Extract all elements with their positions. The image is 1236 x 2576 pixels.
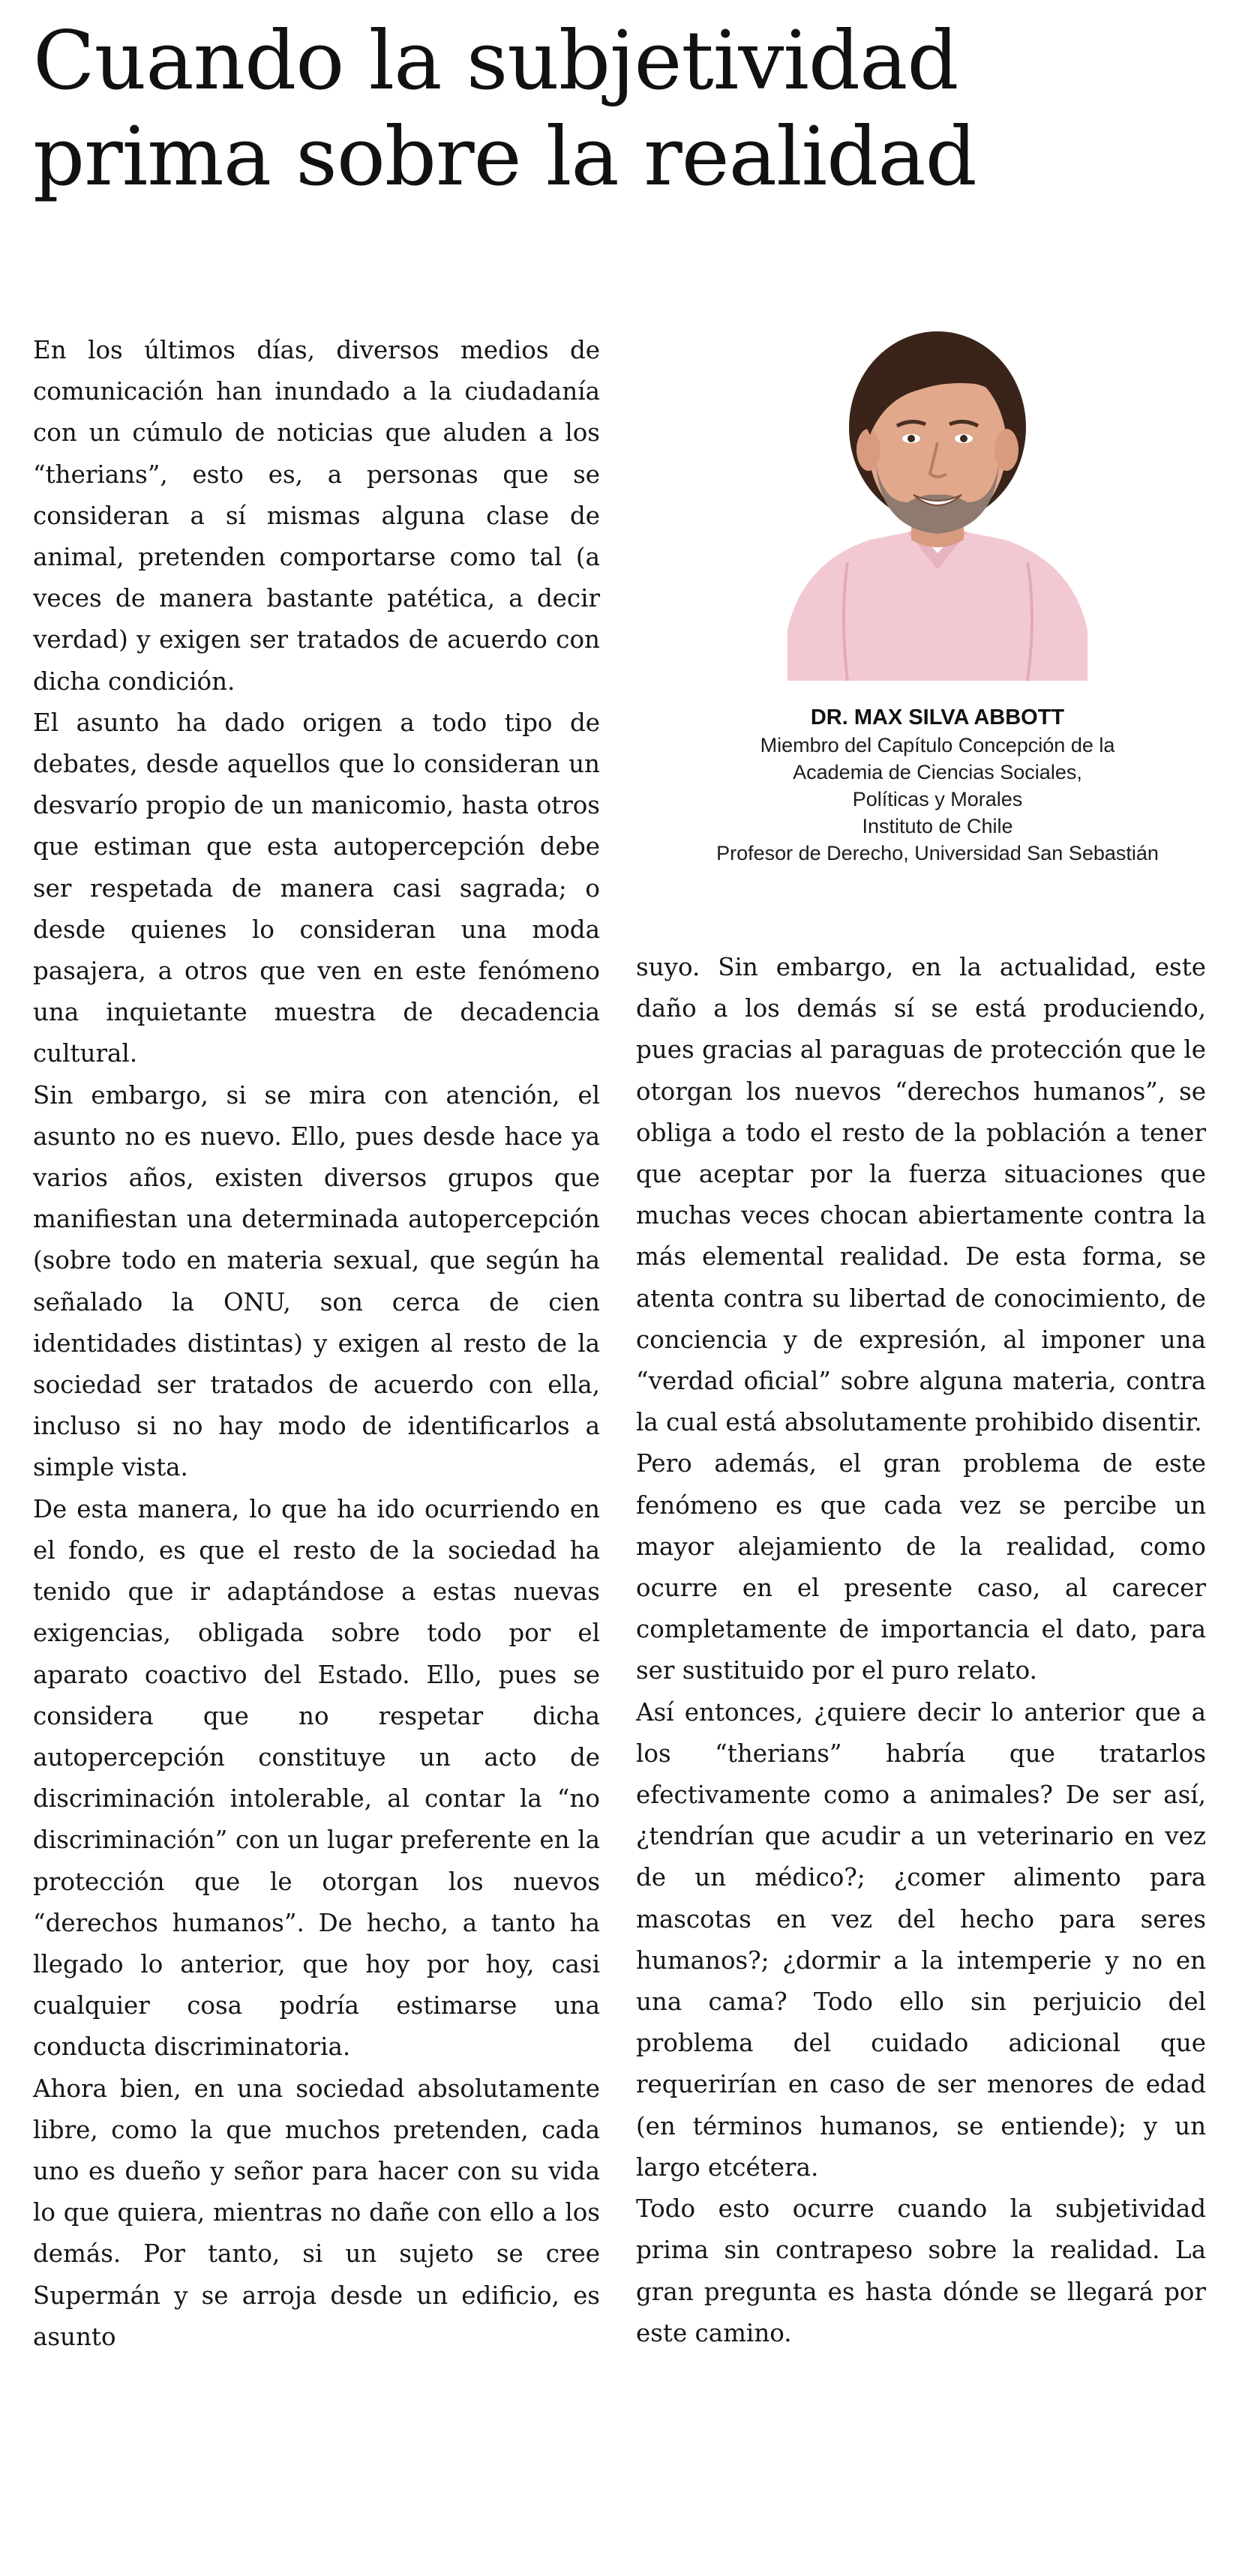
body-paragraph: El asunto ha dado origen a todo tipo de debates, desde aquellos que lo consideran un desvarío propio de un manicomio, hasta otros que estiman que esta autopercepción debe ser respetada de manera casi sagrada; o desde quienes lo consideran una moda pasajera, a otros que ven en este fenómeno una inquietante muestra de decadencia cultural. — [33, 708, 600, 1068]
author-credential-line: Academia de Ciencias Sociales, — [793, 761, 1082, 783]
article-body-left-column — [33, 330, 600, 2358]
body-paragraph: Ahora bien, en una sociedad absolutamente libre, como la que muchos pretenden, cada uno es dueño y señor para hacer con su vida lo que quiera, mientras no dañe con ello a los demás. Por tanto, si un sujeto se cree Supermán y se arroja desde un edificio, es asunto — [33, 2074, 600, 2351]
headline-line-1: Cuando la subjetividad — [33, 14, 958, 108]
body-paragraph: En los últimos días, diversos medios de comunicación han inundado a la ciudadanía con un cúmulo de noticias que aluden a los “therians”, esto es, a personas que se consideran a sí mismas alguna clase de animal, pretenden comportarse como tal (a veces de manera bastante patética, a decir verdad) y exigen ser tratados de acuerdo con dicha condición. — [33, 336, 600, 696]
body-paragraph: De esta manera, lo que ha ido ocurriendo en el fondo, es que el resto de la sociedad ha tenido que ir adaptándose a estas nuevas exigencias, obligada sobre todo por el aparato coactivo del Estado. Ello, pues se considera que no respetar dicha autopercepción constituye un acto de discriminación intolerable, al contar la “no discriminación” con un lugar preferente en la protección que le otorgan los nuevos “derechos humanos”. De hecho, a tanto ha llegado lo anterior, que hoy por hoy, casi cualquier cosa podría estimarse una conducta discriminatoria. — [33, 1494, 600, 2062]
author-photo — [758, 315, 1118, 681]
article-headline — [33, 13, 1203, 205]
author-credential-line: Miembro del Capítulo Concepción de la — [760, 734, 1115, 756]
body-paragraph: suyo. Sin embargo, en la actualidad, este daño a los demás sí se está produciendo, pues gracias al paraguas de protección que le otorgan los nuevos “derechos humanos”, se obliga a todo el resto de la población a tener que aceptar por la fuerza situaciones que muchas veces chocan abiertamente contra la más elemental realidad. De esta forma, se atenta contra su libertad de conocimiento, de conciencia y de expresión, al imponer una “verdad oficial” sobre alguna materia, contra la cual está absolutamente prohibido disentir. — [636, 953, 1206, 1437]
author-name: DR. MAX SILVA ABBOTT — [810, 705, 1065, 729]
body-paragraph: Así entonces, ¿quiere decir lo anterior que a los “therians” habría que tratarlos efectivamente como a animales? De ser así, ¿tendrían que acudir a un veterinario en vez de un médico?; ¿comer alimento para mascotas en vez del hecho para seres humanos?; ¿dormir a la intemperie y no en una cama? Todo ello sin perjuicio del problema del cuidado adicional que requerirían en caso de ser menores de edad (en términos humanos, se entiende); y un largo etcétera. — [636, 1697, 1206, 2182]
body-paragraph: Sin embargo, si se mira con atención, el asunto no es nuevo. Ello, pues desde hace ya varios años, existen diversos grupos que manifiestan una determinada autopercepción (sobre todo en materia sexual, que según ha señalado la ONU, son cerca de cien identidades distintas) y exigen al resto de la sociedad ser tratados de acuerdo con ella, incluso si no hay modo de identificarlos a simple vista. — [33, 1080, 600, 1482]
author-box — [660, 315, 1215, 867]
author-credential-line: Profesor de Derecho, Universidad San Sebastián — [716, 842, 1159, 864]
author-credential-line: Instituto de Chile — [862, 815, 1013, 837]
author-portrait-image — [758, 315, 1118, 681]
body-paragraph: Todo esto ocurre cuando la subjetividad prima sin contrapeso sobre la realidad. La gran pregunta es hasta dónde se llegará por este camino. — [636, 2194, 1206, 2347]
author-credential-line: Políticas y Morales — [852, 788, 1023, 810]
article-body-right-column — [636, 947, 1206, 2354]
body-paragraph: Pero además, el gran problema de este fenómeno es que cada vez se percibe un mayor alejamiento de la realidad, como ocurre en el presente caso, al carecer completamente de importancia el dato, para ser sustituido por el puro relato. — [636, 1449, 1206, 1685]
headline-line-2: prima sobre la realidad — [33, 110, 976, 204]
